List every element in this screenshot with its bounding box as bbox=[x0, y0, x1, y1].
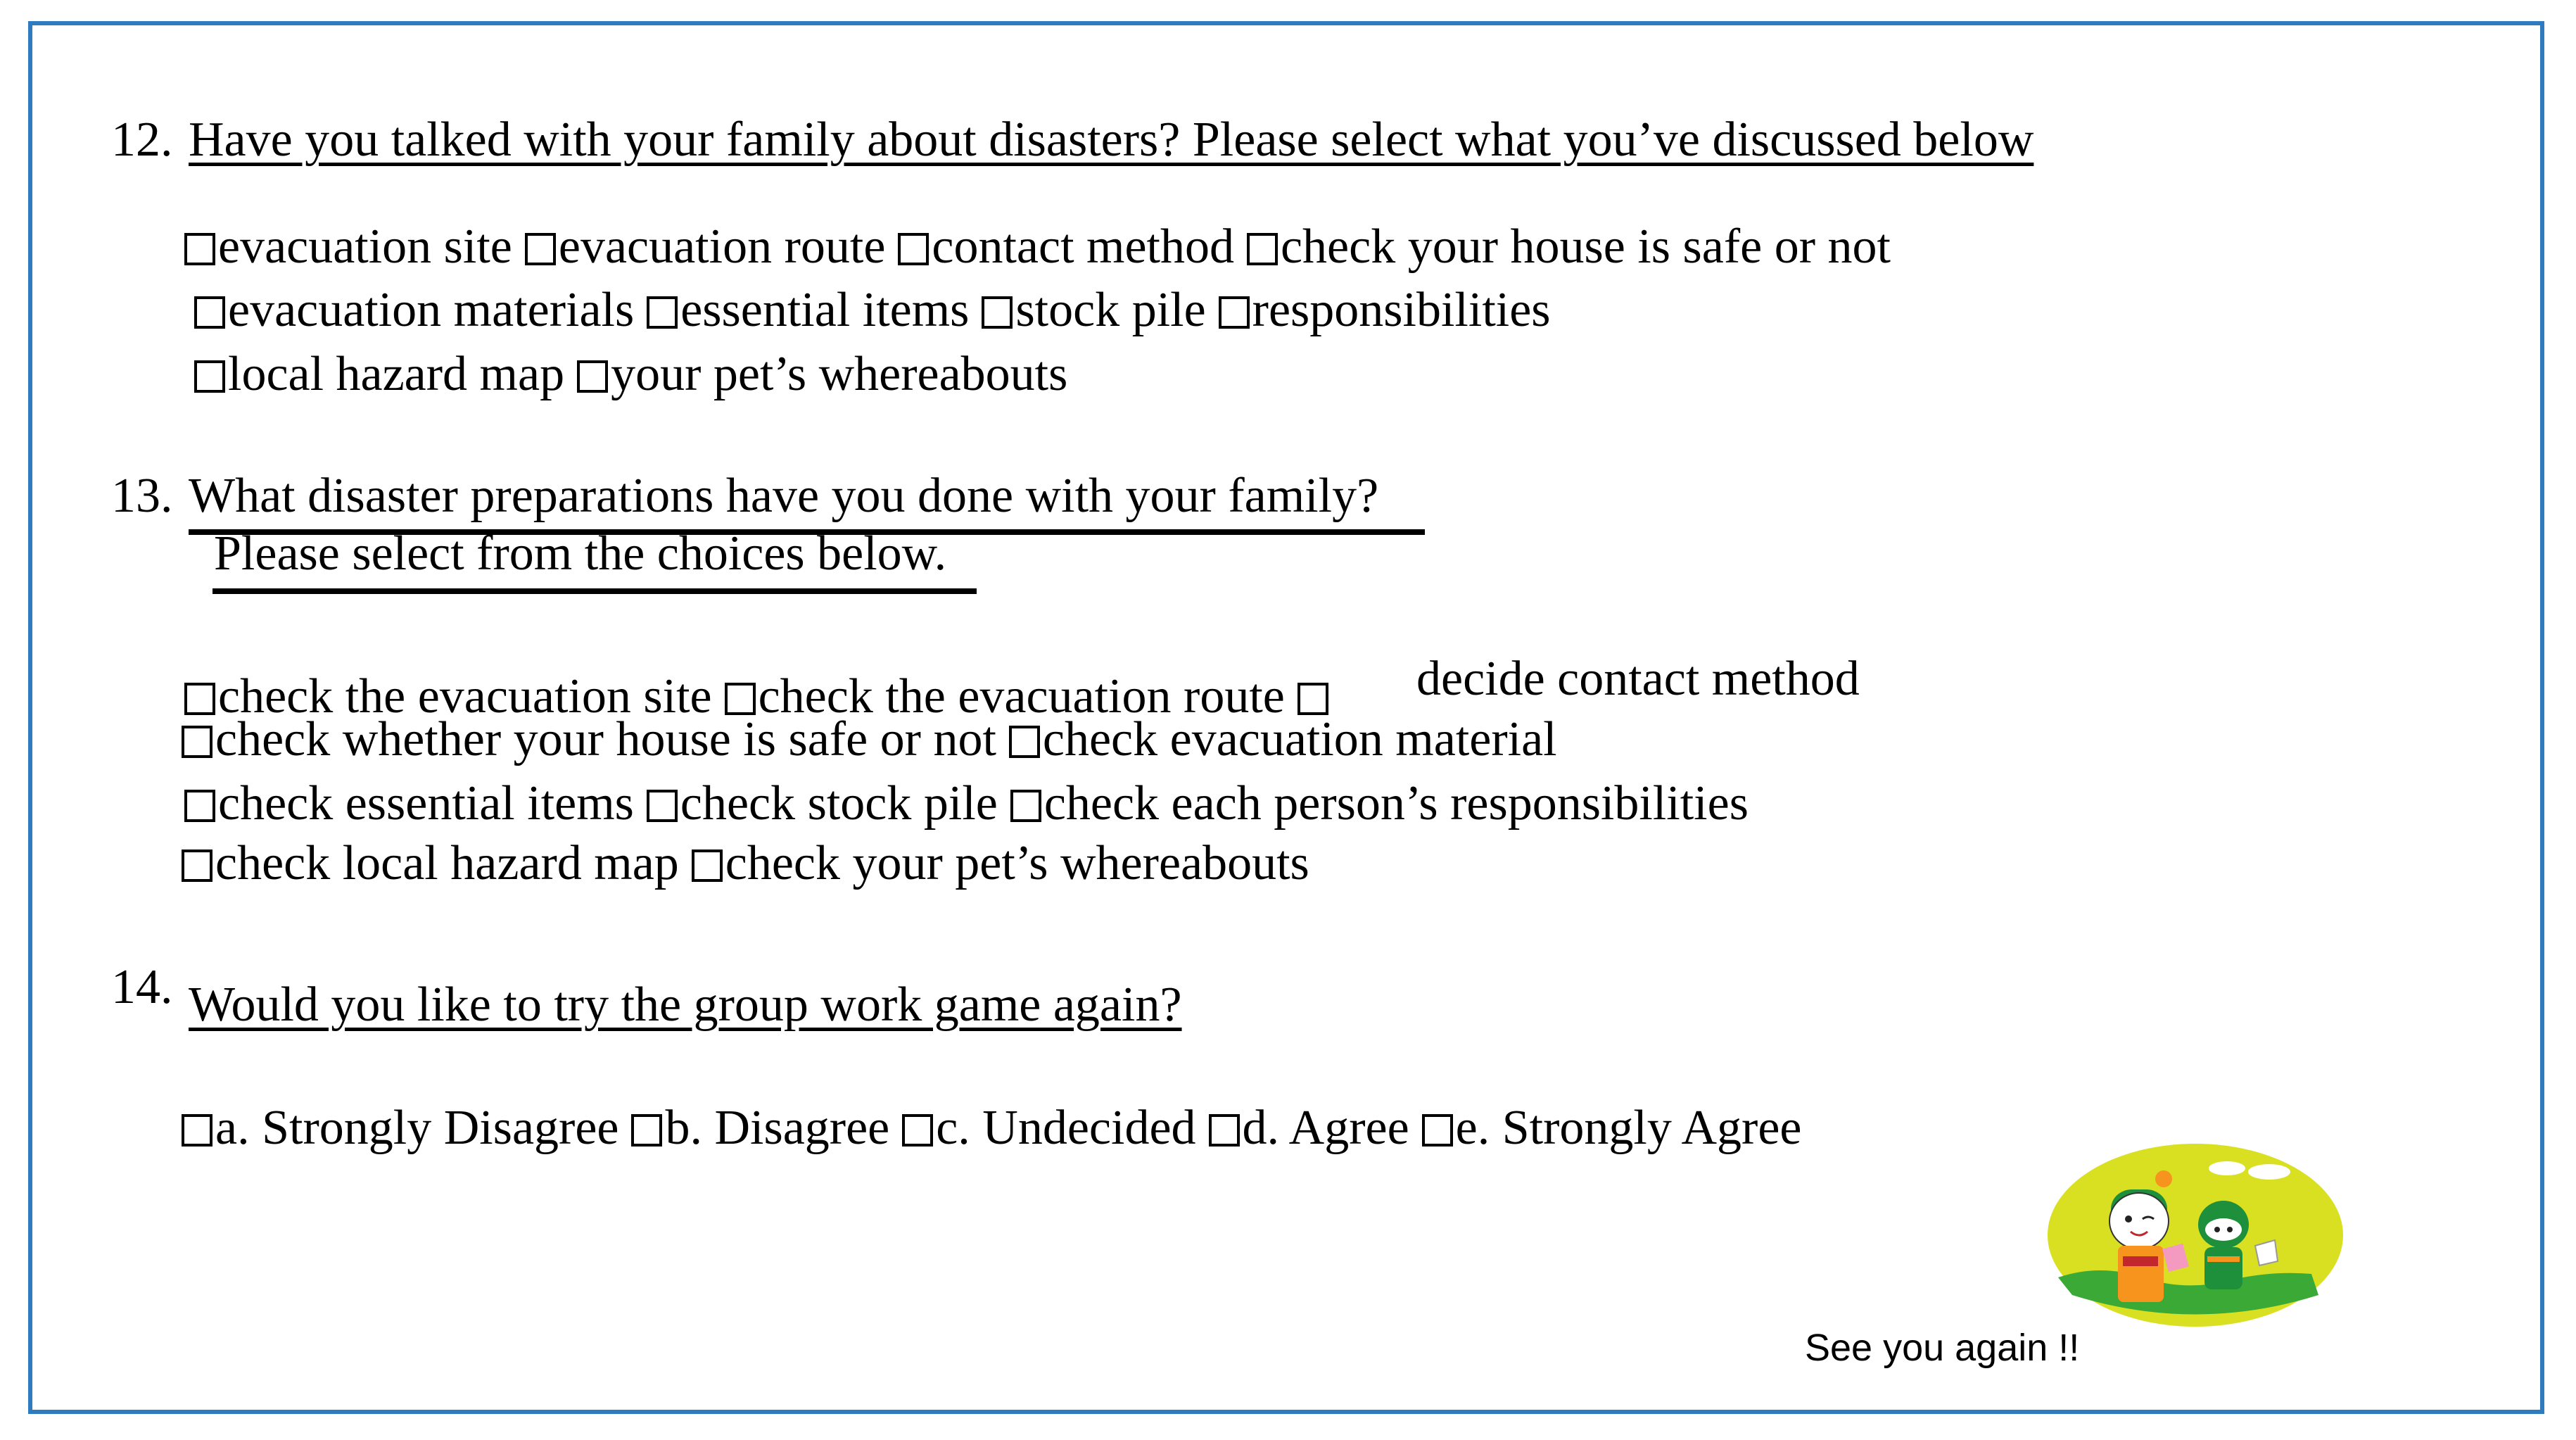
checkbox[interactable] bbox=[194, 360, 225, 393]
option-item[interactable]: stock pile bbox=[982, 286, 1205, 335]
checkbox[interactable] bbox=[898, 233, 929, 265]
question-12-text: Have you talked with your family about disasters? Please select what you’ve discussed below bbox=[189, 113, 2034, 167]
checkbox[interactable] bbox=[184, 233, 215, 265]
q13-options-row-4 bbox=[182, 836, 1322, 890]
checkbox[interactable] bbox=[647, 296, 678, 329]
q13-options-row-2 bbox=[182, 712, 1570, 766]
checkbox[interactable] bbox=[184, 683, 215, 715]
checkbox[interactable] bbox=[647, 790, 678, 822]
checkbox[interactable] bbox=[184, 790, 215, 822]
checkbox[interactable] bbox=[1209, 1114, 1240, 1147]
q12-options-row-3 bbox=[194, 347, 1080, 401]
option-item[interactable]: check whether your house is safe or not bbox=[182, 715, 996, 764]
question-13-number: 13. bbox=[111, 469, 173, 523]
checkbox[interactable] bbox=[182, 726, 212, 758]
checkbox[interactable] bbox=[577, 360, 608, 393]
q12-options-row-1 bbox=[184, 222, 1903, 272]
option-item[interactable]: contact method bbox=[898, 222, 1234, 272]
option-item[interactable]: your pet’s whereabouts bbox=[577, 350, 1067, 399]
option-item[interactable]: check evacuation material bbox=[1009, 715, 1557, 764]
option-item[interactable]: b. Disagree bbox=[631, 1104, 889, 1153]
checkbox[interactable] bbox=[725, 683, 756, 715]
option-item[interactable]: check local hazard map bbox=[182, 839, 679, 888]
question-13-text-line-2: Please select from the choices below. bbox=[214, 526, 947, 581]
mascot-illustration bbox=[2044, 1140, 2347, 1344]
checkbox[interactable] bbox=[525, 233, 556, 265]
option-item[interactable]: evacuation site bbox=[184, 222, 512, 272]
checkbox[interactable] bbox=[631, 1114, 662, 1147]
option-item[interactable]: c. Undecided bbox=[902, 1104, 1195, 1153]
option-item[interactable]: responsibilities bbox=[1219, 286, 1551, 335]
question-12-number: 12. bbox=[111, 113, 173, 167]
option-item[interactable]: essential items bbox=[647, 286, 969, 335]
question-14-number: 14. bbox=[111, 960, 173, 1014]
checkbox[interactable] bbox=[1219, 296, 1250, 329]
option-item[interactable]: evacuation materials bbox=[194, 286, 634, 335]
q13-raised-option-label: decide contact method bbox=[1416, 652, 1860, 706]
checkbox[interactable] bbox=[1009, 726, 1040, 758]
checkbox[interactable] bbox=[1422, 1114, 1453, 1147]
option-item[interactable]: check your house is safe or not bbox=[1247, 222, 1891, 272]
checkbox[interactable] bbox=[182, 1114, 212, 1147]
option-item[interactable]: check each person’s responsibilities bbox=[1010, 779, 1749, 828]
option-item[interactable]: check stock pile bbox=[647, 779, 998, 828]
q13-options-row-3 bbox=[184, 776, 1761, 830]
closing-message: See you again !! bbox=[1805, 1327, 2080, 1369]
checkbox[interactable] bbox=[982, 296, 1013, 329]
checkbox[interactable] bbox=[194, 296, 225, 329]
option-item[interactable]: a. Strongly Disagree bbox=[182, 1104, 618, 1153]
checkbox[interactable] bbox=[1297, 683, 1328, 715]
option-item[interactable]: e. Strongly Agree bbox=[1422, 1104, 1802, 1153]
underline-rule bbox=[212, 588, 977, 594]
checkbox[interactable] bbox=[1247, 233, 1278, 265]
q12-options-row-2 bbox=[194, 283, 1563, 337]
option-item[interactable]: check your pet’s whereabouts bbox=[692, 839, 1309, 888]
q14-options-row bbox=[182, 1101, 1815, 1155]
option-item[interactable]: local hazard map bbox=[194, 350, 564, 399]
question-13-text-line-1: What disaster preparations have you done with your family? bbox=[189, 469, 1379, 523]
option-item[interactable]: check the evacuation route bbox=[725, 672, 1285, 721]
checkbox[interactable] bbox=[182, 850, 212, 882]
option-item[interactable]: d. Agree bbox=[1209, 1104, 1409, 1153]
checkbox[interactable] bbox=[1010, 790, 1041, 822]
checkbox[interactable] bbox=[902, 1114, 933, 1147]
checkbox[interactable] bbox=[692, 850, 723, 882]
option-item[interactable]: check the evacuation site bbox=[184, 672, 712, 721]
option-item[interactable]: evacuation route bbox=[525, 222, 886, 272]
question-14-text: Would you like to try the group work game again? bbox=[189, 978, 1182, 1032]
option-item[interactable]: check essential items bbox=[184, 779, 634, 828]
